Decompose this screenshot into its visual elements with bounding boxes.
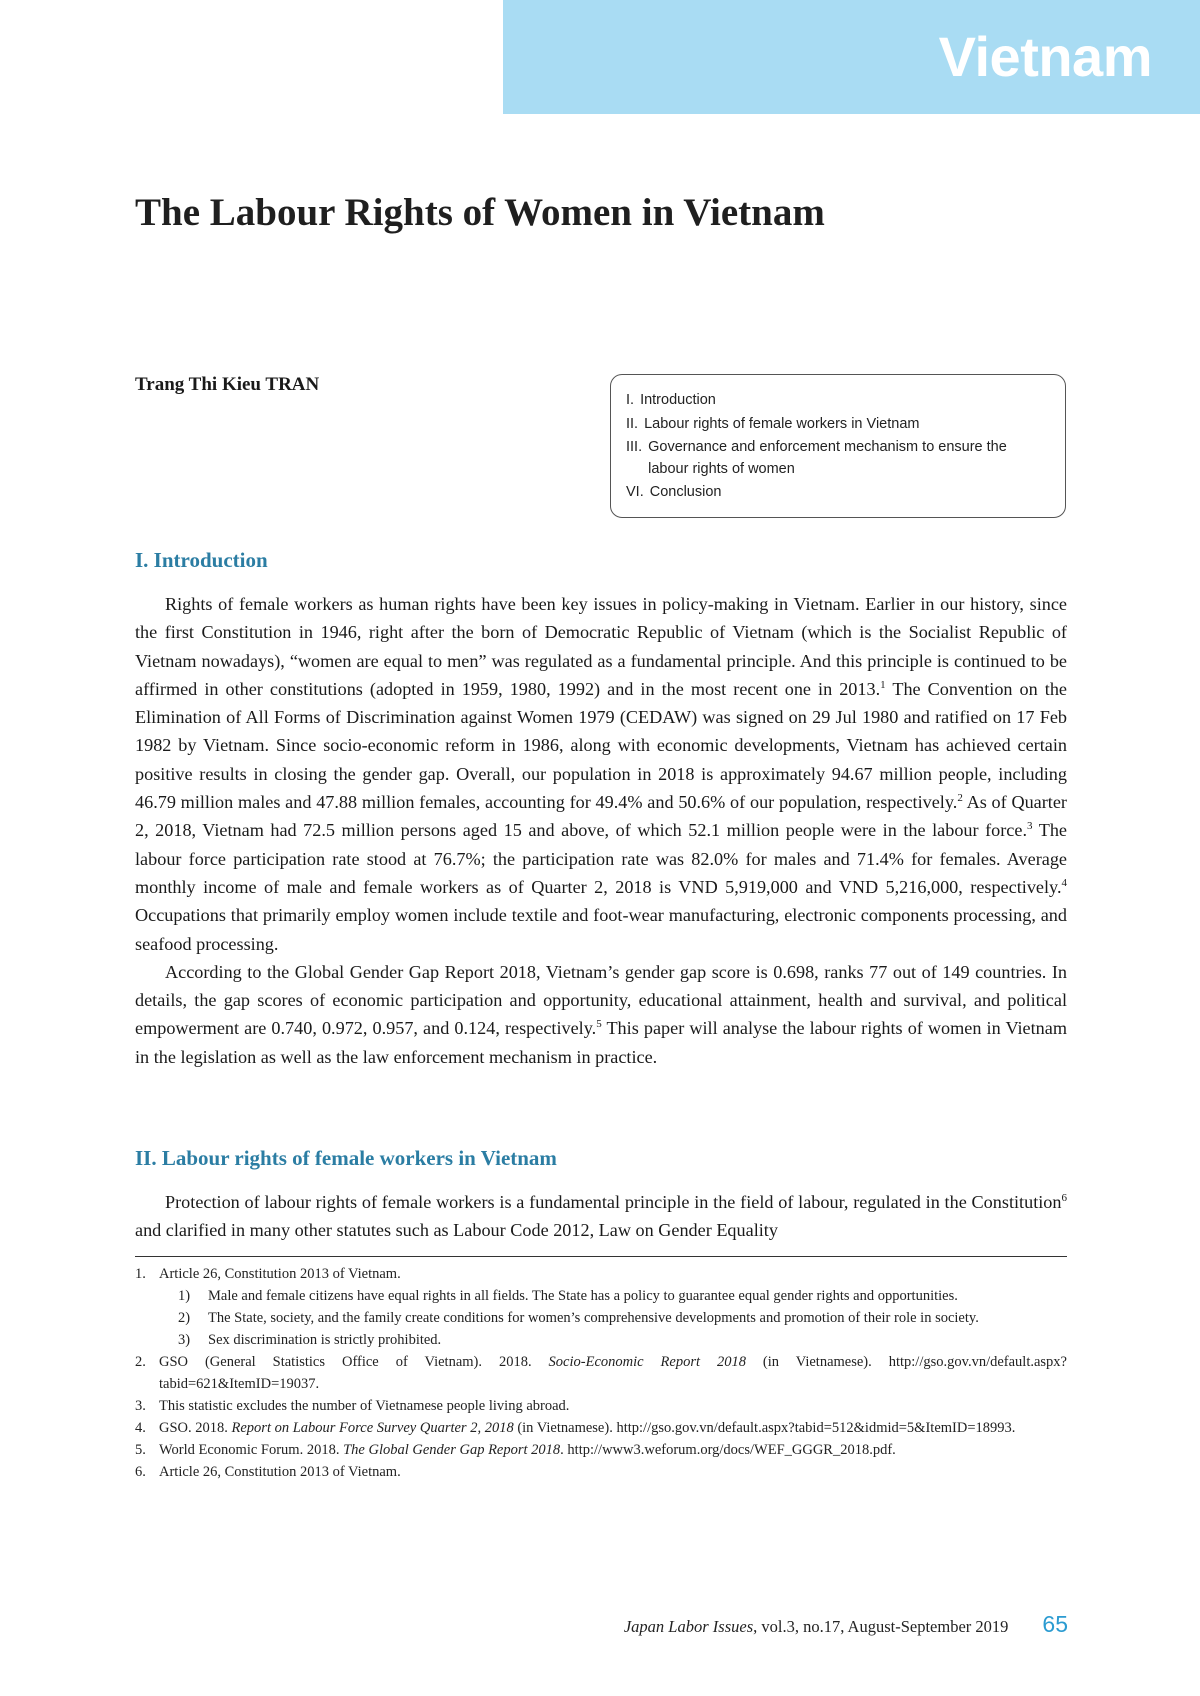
- text-run: Rights of female workers as human rights have been key issues in policy-making in Vietnam. Earlier in our history, since the first Constitution in 1946, right after the born of Democratic Republic of Vietnam (which is the Socialist Republic of Vietnam nowadays), “women are equal to men” was regulated as a fundamental principle. And this principle is continued to be affirmed in other constitutions (adopted in 1959, 1980, 1992) and in the most recent one in 2013.: [135, 594, 1067, 699]
- toc-item: [626, 388, 1049, 412]
- page-footer: [624, 1611, 1068, 1638]
- footnote-number: 5.: [135, 1442, 146, 1458]
- text-run: GSO (General Statistics Office of Vietnam). 2018.: [159, 1354, 549, 1370]
- footnote: [135, 1263, 1067, 1285]
- author-name: Trang Thi Kieu TRAN: [135, 374, 320, 395]
- paragraph: [135, 1188, 1067, 1245]
- toc-item-label: Labour rights of female workers in Vietnam: [644, 416, 920, 432]
- footnote-text: [159, 1439, 1067, 1461]
- footnote: [135, 1461, 1067, 1483]
- text-run: (in Vietnamese). http://gso.gov.vn/default.aspx?tabid=621&ItemID=19037.: [159, 1354, 1067, 1392]
- footnote-subitem-number: 2): [178, 1310, 191, 1326]
- footnote-subitem-number: 1): [178, 1288, 191, 1304]
- footnote-ref: 1: [880, 678, 886, 691]
- toc-item-number: III.: [626, 439, 643, 455]
- text-run: Occupations that primarily employ women include textile and foot-wear manufacturing, electronic components processing, and seafood processing.: [135, 905, 1067, 954]
- footnote-ref: 3: [1027, 820, 1033, 833]
- toc-item-label: Introduction: [640, 392, 716, 408]
- footnote-subitem-text: The State, society, and the family create conditions for women’s comprehensive developments and promotion of their role in society.: [208, 1310, 979, 1326]
- toc-item-number: VI.: [626, 484, 644, 500]
- toc-item-number: II.: [626, 416, 639, 432]
- cited-title: Report on Labour Force Survey Quarter 2, 2018: [231, 1420, 514, 1436]
- footnote-divider: [135, 1256, 1067, 1257]
- cited-title: The Global Gender Gap Report 2018: [343, 1442, 561, 1458]
- page-number: 65: [1042, 1611, 1068, 1637]
- article-title: The Labour Rights of Women in Vietnam: [135, 191, 825, 234]
- toc-item: [626, 480, 1049, 504]
- section-heading-labour-rights: II. Labour rights of female workers in Vietnam: [135, 1146, 557, 1170]
- footnote-number: 4.: [135, 1420, 146, 1436]
- journal-issue: , vol.3, no.17, August-September 2019: [753, 1617, 1009, 1636]
- footnote-number: 2.: [135, 1354, 146, 1370]
- footnote-subitem: [135, 1307, 1067, 1329]
- text-run: The labour force participation rate stood at 76.7%; the participation rate was 82.0% for males and 71.4% for females. Average monthly income of male and female workers as of Quarter 2, 2018 is VND 5,919,000 and VND 5,216,000, respectively.: [135, 820, 1067, 897]
- text-run: . http://www3.weforum.org/docs/WEF_GGGR_2018.pdf.: [560, 1442, 896, 1458]
- footnote-ref: 5: [596, 1018, 602, 1031]
- cited-title: Socio-Economic Report 2018: [548, 1354, 746, 1370]
- footnote-text: Article 26, Constitution 2013 of Vietnam.: [159, 1464, 401, 1480]
- text-run: GSO. 2018.: [159, 1420, 232, 1436]
- footnote-subitem: [135, 1285, 1067, 1307]
- text-run: The Convention on the Elimination of All Forms of Discrimination against Women 1979 (CEDAW) was signed on 29 Jul 1980 and ratified on 17 Feb 1982 by Vietnam. Since socio-economic reform in 1986, along with economic developments, Vietnam has achieved certain positive results in closing the gender gap. Overall, our population in 2018 is approximately 94.67 million people, including 46.79 million males and 47.88 million females, accounting for 49.4% and 50.6% of our population, respectively.: [135, 678, 1067, 813]
- footnote-text: This statistic excludes the number of Vietnamese people living abroad.: [159, 1398, 570, 1414]
- toc-item: [626, 436, 1049, 480]
- introduction-body: [135, 590, 1067, 1071]
- footnote-subitem-text: Male and female citizens have equal rights in all fields. The State has a policy to guarantee equal gender rights and opportunities.: [208, 1288, 958, 1304]
- footnote-number: 1.: [135, 1266, 146, 1282]
- footnote-text: Article 26, Constitution 2013 of Vietnam.: [159, 1266, 401, 1282]
- footnotes: [135, 1263, 1067, 1483]
- footnote: [135, 1417, 1067, 1439]
- footnote-number: 6.: [135, 1464, 146, 1480]
- country-tab: [503, 0, 1200, 114]
- footnote-ref: 6: [1061, 1191, 1067, 1204]
- toc-item-label: Conclusion: [649, 484, 722, 500]
- journal-name: Japan Labor Issues: [623, 1617, 754, 1636]
- toc-item-number: I.: [626, 392, 635, 408]
- section2-body: [135, 1188, 1067, 1245]
- paragraph: [135, 590, 1067, 958]
- text-run: As of Quarter 2, 2018, Vietnam had 72.5 million persons aged 15 and above, of which 52.1 million people were in the labour force.: [135, 792, 1067, 841]
- text-run: and clarified in many other statutes such as Labour Code 2012, Law on Gender Equality: [135, 1220, 778, 1241]
- footnote-text: [159, 1417, 1067, 1439]
- footnote-ref: 2: [957, 792, 963, 805]
- text-run: Protection of labour rights of female workers is a fundamental principle in the field of labour, regulated in the Constitution: [165, 1192, 1062, 1212]
- text-run: According to the Global Gender Gap Report 2018, Vietnam’s gender gap score is 0.698, ranks 77 out of 149 countries. In details, the gap scores of economic participation and opportunity, educational attainment, health and survival, and political empowerment are 0.740, 0.972, 0.957, and 0.124, respectively.: [135, 961, 1067, 1039]
- footnote-subitem: [135, 1329, 1067, 1351]
- section-heading-introduction: I. Introduction: [135, 548, 268, 572]
- footnote-subitem-number: 3): [178, 1332, 191, 1348]
- text-run: (in Vietnamese). http://gso.gov.vn/default.aspx?tabid=512&idmid=5&ItemID=18993.: [513, 1420, 1016, 1436]
- text-run: This paper will analyse the labour rights of women in Vietnam in the legislation as well as the law enforcement mechanism in practice.: [135, 1018, 1067, 1067]
- text-run: World Economic Forum. 2018.: [159, 1442, 344, 1458]
- footnote-number: 3.: [135, 1398, 146, 1414]
- table-of-contents: [610, 374, 1066, 518]
- paragraph: [135, 958, 1067, 1071]
- footnote: [135, 1439, 1067, 1461]
- footnote-ref: 4: [1061, 876, 1067, 889]
- footnote: [135, 1395, 1067, 1417]
- footnote-subitem-text: Sex discrimination is strictly prohibited.: [208, 1332, 442, 1348]
- toc-item-label: Governance and enforcement mechanism to ensure the labour rights of women: [648, 439, 1007, 477]
- footnote-text: [159, 1351, 1067, 1395]
- footnote: [135, 1351, 1067, 1395]
- toc-item: [626, 412, 1049, 436]
- country-tab-label: Vietnam: [938, 25, 1152, 88]
